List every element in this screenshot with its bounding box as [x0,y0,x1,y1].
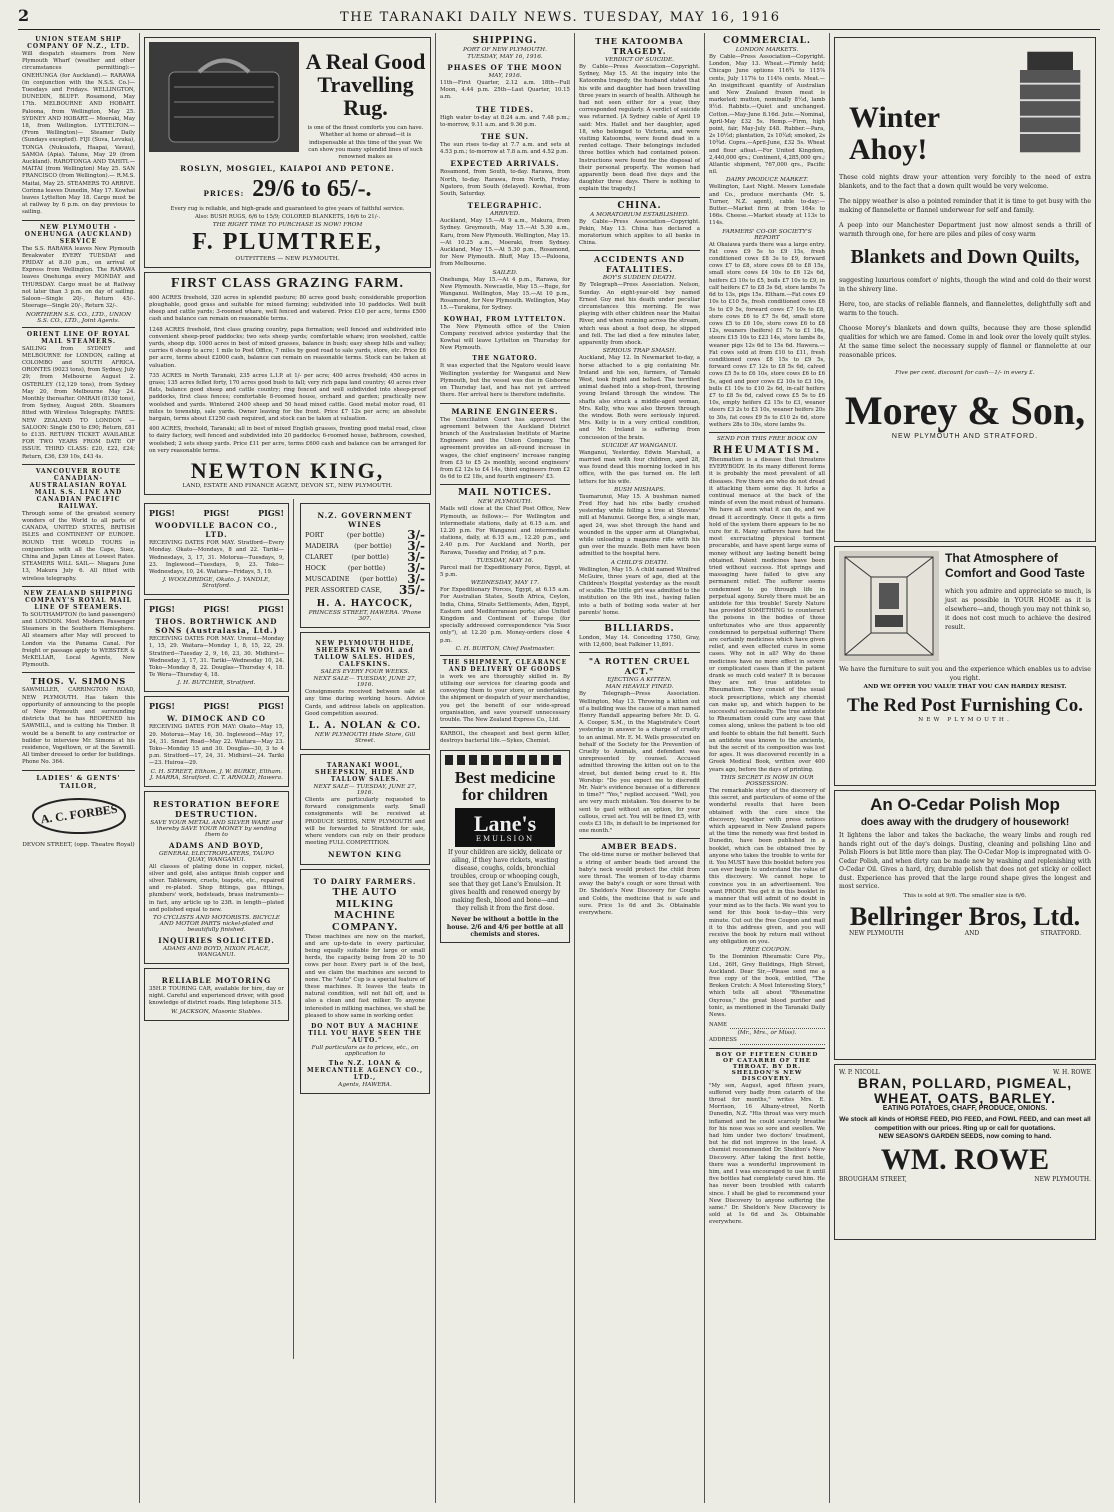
child-text: Wellington, May 15. A child named Winifred McGuire, three years of age, died at the Children's Hospital yesterday as the result of scalds. The little girl was admitted to the institution on the 9th inst., having fallen into a bath of boiling soda water at her parents' home. [579,566,700,616]
rug-text: is one of the finest comforts you can have. Whether at home or abroad—it is indispensable at this time of the year. We can show you many splendid lines of such renowned makes as [307,125,424,161]
suicide-heading: SUICIDE AT WANGANUI. [601,442,678,449]
arrived-heading: ARRIVED. [490,211,520,218]
rowe-line2: WHEAT, OATS, BARLEY. [873,1089,1057,1106]
pigs-ad-dimock [144,696,289,786]
masthead-title: THE TARANAKI DAILY NEWS. TUESDAY, MAY 16, 1916 [340,10,781,25]
redpost-offer: AND WE OFFER YOU VALUE THAT YOU CAN HARDLY RESIST. [863,684,1067,690]
farm-title: FIRST CLASS GRAZING FARM. [171,276,404,292]
union-heading: UNION STEAM SHIP COMPANY OF N.Z., LTD. [27,36,130,50]
rowe-text: We stock all kinds of HORSE FEED, PIG FEED, and FOWL FEED, and can meet all competition with our prices. Ring up or call for quotations. [839,1116,1091,1133]
london-heading: LONDON MARKETS. [735,47,799,53]
kowhai-heading: KOWHAI, FROM LYTTELTON. [443,315,567,323]
marine-heading: MARINE ENGINEERS. [451,406,559,416]
column-cable-news [575,33,705,1503]
farm-firm-sub: LAND, ESTATE AND FINANCE AGENT, DEVON ST., NEW PLYMOUTH. [182,483,393,490]
ocedar-price: This is sold at 9/6. The smaller size is 6/6. [903,892,1027,899]
hide-sale-next: NEXT SALE— TUESDAY, JUNE 27, 1916. [313,676,417,689]
room-interior-icon [841,553,937,659]
coupon-heading: FREE COUPON. [743,947,791,954]
restoration-text: All classes of plating done in copper, nickel, silver and gold, also antique finish copper and silver. Tableware, cruets, teapots, etc., repaired and re-plated. Shop fittings, gas fittings, plumbers' work, bedsteads, brass instruments—in fact, any article up to 23ft. in length—plated and polished equal to new. [149,863,284,913]
rotten-heading: "A ROTTEN CRUEL ACT." [588,656,691,677]
mail-sub: NEW PLYMOUTH. [477,499,533,506]
redpost-ad [834,546,1096,786]
rowe-address: BROUGHAM STREET, NEW PLYMOUTH. [839,1175,1091,1183]
motoring-ad [144,968,289,1021]
tailor-heading: LADIES' & GENTS' TAILOR, [36,773,121,790]
woodville-heading: WOODVILLE BACON CO., LTD. [155,521,278,540]
taranaki-wool-next: NEXT SALE— TUESDAY, JUNE 27, 1916. [313,783,417,796]
hide-sale-heading: NEW PLYMOUTH HIDE, SHEEPSKIN WOOL and TALLOW SALES. HIDES, CALFSKINS. [314,640,416,669]
smash-heading: SERIOUS TRAP SMASH. [602,348,677,355]
taranaki-wool-text: Clients are particularly requested to forward consignments early. Small consignments will be received at PRODUCE SHEDS, NEW PLYMOUTH and will be forwarded to Stratford for sale, where vendors can rely on their produce meeting FULL COMPETITION. [305,796,425,847]
restoration-firm: ADAMS AND BOYD, [169,840,264,850]
billiards-text: London, May 14. Conceding 1750, Gray, with 12,600, beat Falkiner 11,891. [579,635,700,649]
borthwick-text: RECEIVING DATES FOR MAY. Urenui—Monday 1, 15, 29. Waitara—Monday 1, 8, 15, 22, 29. Stratford—Tuesday 2, 9, 16, 23, 30. Midhirst—Wednesday 3, 17, 31. Tariki—Wednesday 10, 24. Toko—Monday 8, 22. Douglas—Thursday 4, 18. Te Wera—Thursday 4, 18. [149,636,284,679]
forbes-stamp [29,796,129,836]
billiards-heading: BILLIARDS. [604,624,675,634]
rug-title: A Real Good Travelling Rug. [305,49,426,121]
morey-p2: The nippy weather is also a pointed reminder that it is time to get busy with the making of flannelette or flannel underwear for self and family. [839,198,1091,214]
woodville-text: RECEIVING DATES FOR MAY. Stratford—Every Monday. Okato—Mondays, 8 and 22. Tariki—Wednesdays, 3, 17, 31. Motorua—Tuesdays, 9, 23. Inglewood—Tuesdays, 9, 23. Toko—Wednesdays, 10, 24. Waitara—Fridays, 5, 19. [149,540,284,575]
hide-sale-text: Consignments received between sale at any time during working hours. Advice Cards, and address labels on application. Good competition assured. [305,689,425,717]
boy-heading: BOY'S SUDDEN DEATH. [602,275,677,282]
wine-row: HOCK (per bottle) 3/- [305,561,425,576]
mail-heading: MAIL NOTICES. [458,488,552,499]
wine-row: PER ASSORTED CASE, 35/- [305,583,425,598]
wine-row: MADEIRA (per bottle) 3/- [305,539,425,554]
column-retail-ads [830,33,1100,1503]
farmers-text: At Okaiawa yards there was a large entry. Fat cows £9 5s to £9 15s, fresh conditioned cows £8 3s to £9, forward cows £7 to £8, store cows £6 to £8 15s, small store cows £4 10s to £6 12s 6d, heifers £3 10s to £5, bulls £7 10s to £9, in calf heifers £7 to £8 3s 6d, store lambs 7s 6d to 13s, pigs 15s. Eltham.—Fat cows £9 10s to £10 5s, fresh conditioned cows £8 5s to £9 5s, forward cows £7 10s to £8, store cows £6 to £7 5s 6d, small store cows £5 to £6 10s, store cows £6 to £8 12s, weaners (heifers) £1 7s to £1 16s, steers £15 10s to £23 14s, store lambs 8s, weaner pigs 12s 6d to 15s 6d. Hawera.—Fat cows sold at from £10 to £11, fresh conditioned cows £8 15s to £9 5s, forward cows £7 12s to £8 5s 6d, calved cows £5 5s to £6 10s, store cows £6 to £6 5s, aged and poor cows £2 10s to £3 10s, bulls £1 10s to £10 2s 6d, in-calf heifers £7 to £8 5s 6d, calved cows £5 5s to £6 10s, empty heifers £2 15s to £3, weaner steers £3 2s to £3 10s, weaner heifers 20s to 30s, fat cows £9 5s to £10 2s 6d, store wethers 28s to 30s, store lambs 9s. [709,241,825,428]
wines-firm: H. A. HAYCOCK, [316,599,414,610]
rotten-sub2: MAN HEAVILY FINED. [605,684,674,691]
pigs-column [144,499,294,1359]
arrived-text: Auckland, May 15.—At 9 a.m., Makura, from Sydney. Greymouth, May 15.—At 5.30 a.m., Karu, from New Plymouth. Wellington, May 15.—At 10.25 a.m., Moeraki, from Sydney. Auckland, May 15.—At 5.30 p.m., Rosamond, for New Plymouth. Bluff, May 15.—Paloona, from Melbourne. [440,218,570,268]
taranaki-wool-heading: TARANAKI WOOL, SHEEPSKIN, HIDE AND TALLOW SALES. [315,761,415,783]
amber-text: The old-time nurse or mother believed that a string of amber beads tied around the baby's neck would protect the child from sore throat. The women of to-day charms away the baby's cough or sore throat with Dr. Sheldon's New Discovery for Coughs and Colds, the medicine that is safe and sure. Price 1s 6d and 3s. Obtainable everywhere. [579,852,700,917]
shipping-date: TUESDAY, MAY 16, 1916. [467,54,543,60]
forbes-address: DEVON STREET, (opp. Theatre Royal) [22,841,135,848]
milking-firm-sub: Agents, HAWERA. [338,1081,392,1088]
rug-prices: 29/6 to 65/-. [252,176,372,203]
blanket-stack-icon [1009,42,1091,162]
nz-shipping-text: To SOUTHAMPTON (to land passengers) and LONDON. Most Modern Passenger Steamers in the Southern Hemisphere. All steamers after May will proceed to London via the Panama Canal. For freight or passage apply to WEBSTER & McKELLAR, Local Agents, New Plymouth. [22,611,135,669]
mail-wednesday: WEDNESDAY, MAY 17. [470,580,540,587]
rowe-line1: BRAN, POLLARD, PIGMEAL, [857,1075,1073,1091]
column-shipping-lines [18,33,140,1503]
pigs-banner-1: PIGS! PIGS! PIGS! [149,508,284,519]
coupon-name-field[interactable]: NAME [709,1022,825,1029]
ocedar-sub: does away with the drudgery of housework! [860,817,1070,828]
lanes-logo [455,808,555,847]
milking-text: These machines are now on the market, and are up-to-date in every particular, being equally suitable for large or small herds, the capacity being from 20 to 50 cows per hour. Every part is of the best, and we claim the machines are second to none. The "Auto" Cup is a special feature of these machines. It leaves the teats in natural condition, will not fall off, and is also a clean and fast milker. To anyone interested in milking machines, we shall be pleased to show same in working order. [305,933,425,1019]
china-text: By Cable—Press Association—Copyright. Pekin, May 13. China has declared a moratorium which applies to all banks in China. [579,218,700,247]
mail-text: Mails will close at the Chief Post Office, New Plymouth, as follows:— For Wellington and intermediate stations, daily at 6.15 a.m. and 12.20 p.m. For Wanganui and intermediate stations, daily, at 6.15 a.m., 12.20 p.m., and 2.40 p.m. For Auckland and North, per Rarawa, Tuesday and Friday, at 7 p.m. [440,506,570,556]
morey-big: Blankets and Down Quilts, [850,246,1080,268]
shipping-heading: SHIPPING. [472,36,538,46]
lanes-text: If your children are sickly, delicate or ailing, if they have rickets, wasting disease, coughs, colds, bronchial troubles, croup or whooping cough, see that they get Lane's Emulsion. It gives health and renewed energy by making flesh, blood and bone—and they relish it from the first dose. [448,849,562,913]
motoring-title: RELIABLE MOTORING [161,976,272,985]
milking-firm: The N.Z. LOAN & MERCANTILE AGENCY CO., LTD., [306,1059,424,1081]
taranaki-wool-ad [300,754,430,865]
wines-heading: N.Z. GOVERNMENT WINES [317,511,413,530]
rowe-line3: EATING POTATOES, CHAFF, PRODUCE, ONIONS. [882,1105,1048,1113]
morey-title: Winter Ahoy! [849,101,940,166]
hide-sale-firm-sub: NEW PLYMOUTH Hide Store, Gill Street. [314,731,416,744]
coupon-name-hint: (Mr., Mrs., or Miss). [737,1030,797,1037]
rug-right-time: THE RIGHT TIME TO PURCHASE IS NOW! FROM [212,221,363,228]
borthwick-heading: THOS. BORTHWICK AND SONS (Australasia, Ltd.) [155,617,278,636]
page-number: 2 [18,6,31,25]
rotten-text: By Telegraph—Press Association. Wellington, May 13. Throwing a kitten out of a building was the cause of a man named Henry Randall appearing before Mr. D. G. A. Cooper, S.M., in the Magistrate's Court yesterday in answer to a charge of cruelty to an animal. Mr. E. M. Wells prosecuted on behalf of the Society for the Prevention of Cruelty to Animals, and defendant was unrepresented by counsel. Accused admitted throwing the kitten out on to the street, but denied being cruel to it. His Worship: "Do you expect me to discredit Mr. Nair's evidence because of a difference in time?" "Yes," replied accused. "Well, you are very much mistaken. You deserve to be sent to gaol without an option, for your callous, cruel act. You will be fined £5, with costs £3 18s, in default to be imprisoned for one month." [579,691,700,835]
lanes-footer: Never be without a bottle in the house. 2/6 and 4/6 per bottle at all chemists and stores. [446,916,564,938]
shipment-text: is work we are thoroughly skilled in. By utilising our services for clearing goods and conveying them to your store, or undertaking the shipment or despatch of your merchandise, you get the benefit of our wide-spread organisation, and save yourself unnecessary trouble. The New Zealand Express Co., Ltd. [440,673,570,723]
rug-illustration [149,42,299,152]
ocedar-firm-sub: NEW PLYMOUTH AND STRATFORD. [849,929,1081,937]
wines-ad [300,503,430,628]
dairy-heading: DAIRY PRODUCE MARKET. [726,177,808,184]
sun-heading: THE SUN. [480,132,530,142]
rheumatism-text2: The remarkable story of the discovery of this secret, and particulars of some of the wonderful results that have been obtained with the cure since the discovery, together with press notices which appeared in New Zealand papers at the time the remedy was first tested in Dunedin, have been published in a booklet, which can be obtained free by anyone who takes the trouble to write for it. You MUST have this booklet before you can ever begin to understand the value of this discovery. We cannot hope to convince you in an advertisement. You want PROOF. You get it in this booklet in a manner that will admit of no doubt in your mind as to the facts. We want you to send for this book to-day—this very minute. Cut out the free Coupon and mail it to this address given, and you will receive the book by return mail without any obligation on you. [709,787,825,946]
rotten-sub: EJECTING A KITTEN. [607,677,672,684]
simons-heading: THOS. V. SIMONS [30,676,127,687]
lanes-ad [440,750,570,943]
sailed-text: Onehunga, May 15.—At 4 p.m., Rarawa, for New Plymouth. Newcastle, May 15.—Ruge, for Wanganui. Wellington, May 15.—At 10 p.m., Rosamond, for New Plymouth. Wellington, May 15.—Turakina, for Sydney. [440,276,570,312]
coupon-text: To the Dominion Rheumatic Cure Pty., Ltd., 26H, Grey Buildings, High Street, Auckland. Dear Sir,—Please send me a free copy of the book, entitled, "The Broken Crutch: A Most Interesting Story," which tells all about "Rheumatine Oxyrous," the great blood purifier and tonic, as mentioned in the Taranaki Daily News. [709,954,825,1018]
tides-text: High water to-day at 8.24 a.m. and 7.48 p.m.; to-morrow, 9.11 a.m. and 9.36 p.m. [440,114,570,128]
rug-bag-icon [154,47,294,147]
borthwick-sign: J. H. BUTCHER, Stratford. [177,680,256,687]
nz-shipping-heading: NEW ZEALAND SHIPPING COMPANY'S ROYAL MAIL LINE OF STEAMERS. [23,589,134,611]
redpost-firm: The Red Post Furnishing Co. [847,695,1083,716]
bush-text: Taumarunui, May 15. A bushman named Fred Hoy had his ribs badly crushed yesterday while felling a tree at Stevens' mill at Manunui. George Box, a single man, aged 24, was shot through the hand and wounded in the upper arm at Otangiwhai, while unloading a magazine rifle with his gun over the muzzle. Both men have been admitted to the hospital here. [579,493,700,558]
redpost-text: which you admire and appreciate so much, is just as possible in YOUR HOME as it is elsewhere—and, though you may not think so, it does not cost much to achieve the desired result. [945,588,1091,631]
rowe-ad [834,1064,1096,1240]
accidents-heading: ACCIDENTS AND FATALITIES. [593,254,685,275]
marine-text: The Conciliation Court has approved the agreement between the Auckland District branch of the Australasian Institute of Marine Engineers and the Union Company. The agreement provides an all-round increase in wages, the chief engineers' increase ranging from £3 to £5 2s monthly, second engineers' from £2 12s to £4 14s, third engineers from £2 0s 6d to £2 18s, and fourth engineers' £3. [440,416,570,481]
onehunga-heading: NEW PLYMOUTH - ONEHUNGA (AUCKLAND) SERVICE [24,223,133,245]
orient-heading: ORIENT LINE OF ROYAL MAIL STEAMERS. [26,330,131,345]
farm-ad [144,272,431,495]
wine-row: MUSCADINE (per bottle) 3/- [305,572,425,587]
rheumatism-text: Rheumatism is a disease that threatens EVERYBODY. In its many different forms it is probably the most prevalent of all diseases. Few there are who do not dread it attacking them some day. It lurks a continual menace at the back of the minds of even the most robust of humans. We have all seen what it can do, and we dread it accordingly. Once it gets a firm hold of the system there appears to be no cure for it. Many sufferers have had the most excruciating physical torment procurable, and have spent large sums of money without any lasting benefit being obtained. Patent medicines have been tried without success. Hot springs and massaging have failed to give any permanent relief. The sufferer seems condemned to go through life in perpetual agony. Surely there must be an antidote for this trouble! Surely Nature has provided SOMETHING to counteract the poisons in the bodies of those unfortunates who are thus apparently condemned to perpetual suffering! There are certainly medicines which have given relief, and even effected cures in some cases. Why not in all? Why do these medicines have no more effect in severe or complicated cases than if the patient drank so much cold water? It is because they are not true antidotes to Rheumatism. They consist of the usual stock prescriptions, which any chemist can make up, and which happen to be successful occasionally. The true antidote to Rheumatism could cure any case that comes along, unless the patient is too old and feeble to obtain the full benefit. Such an antidote was known to the ancients, but the secret of its composition was lost for ages. It was discovered recently in a Greek Medical Book, written over 400 years ago, before the days of printing. [709,456,825,773]
morey-firm: Morey & Son, [844,388,1086,433]
shipping-port: PORT OF NEW PLYMOUTH. [463,47,547,53]
morey-firm-sub: NEW PLYMOUTH AND STRATFORD. [891,433,1039,440]
wines-firm-sub: PRINCESS STREET, HAWERA. 'Phone 307. [308,610,422,623]
karbol-text: KARBOL, the cheapest and best germ killer, destroys bacterial life.—Sykes, Chemist. [440,731,570,745]
motoring-text: 35H.P. TOURING CAR, available for hire, day or night. Careful and experienced driver, with good knowledge of district roads. Ring telephone 315. [149,986,284,1007]
furniture-illustration [839,551,939,661]
pigs-banner-2: PIGS! PIGS! PIGS! [149,604,284,615]
lanes-brand-sub: EMULSION [475,835,535,844]
dimock-heading: W. DIMOCK AND CO [166,714,267,724]
katoomba-heading: THE KATOOMBA TRAGEDY. [595,36,684,56]
hide-sale-every: SALES EVERY FOUR WEEKS. [320,669,410,676]
joint-agents: NORTHERN S.S. CO., LTD., UNION S.S. CO., LTD., Joint Agents. [25,311,132,324]
sailed-heading: SAILED. [492,269,518,276]
masthead [18,6,1100,30]
mail-wednesday-text: For Expeditionary Forces, Egypt, at 6.15 a.m. For Australian States, South Africa, Ceylon, India, China, Straits Settlements, Aden, Egypt, Eastern and Mediterranean ports; also United Kingdom and Continent of Europe (for specially addressed correspondence "via Suez only"), at 12.20 p.m. Money-orders close 4 p.m. [440,587,570,644]
rheumatism-possession: THIS SECRET IS NOW IN OUR POSSESSION. [720,774,814,787]
rheumatism-send: SEND FOR THIS FREE BOOK ON [716,435,818,442]
lanes-brand: Lane's [473,811,537,837]
rug-ad [144,37,431,268]
hide-sale-ad [300,632,430,750]
kowhai-text: The New Plymouth office of the Union Company received advice yesterday that the Kowhai will leave Lyttelton on Thursday for New Plymouth. [440,323,570,352]
catarrh-heading: BOY OF FIFTEEN CURED OF CATARRH OF THE THROAT. BY DR. SHELDON'S NEW DISCOVERY. [715,1051,819,1082]
rowe-firm: WM. ROWE [880,1143,1050,1177]
restoration-motorists: TO CYCLISTS AND MOTORISTS. BICYCLE AND MOTOR PARTS nickel-plated and beautifully finished. [152,915,281,933]
redpost-title: That Atmosphere of Comfort and Good Taste [945,551,1085,580]
morey-ad [834,37,1096,542]
redpost-text2: We have the furniture to suit you and the experience which enables us to advise you right. [839,666,1091,682]
expected-heading: EXPECTED ARRIVALS. [450,159,560,169]
moon-heading: PHASES OF THE MOON [447,63,563,72]
pigs-ad-borthwick [144,599,289,692]
expected-text: Rosamond, from South, to-day. Rarawa, from North, to-day. Rarawa, from North, Friday. Ngatoro, from South (delayed). Kowhai, from South, Saturday. [440,169,570,198]
restoration-ad [144,791,289,964]
ocedar-text: It lightens the labor and takes the backache, the weary limbs and rough red hands right out of the day's doings. Dusting, cleaning and polishing Lino and Polish Floors is but little more than play. The O-Cedar Mop is impregnated with O-Cedar Polish, and when dirty can be made new by washing and replenishing with O-Cedar Oil. Gives a hard, dry, durable polish that does not get sticky or collect dust. Experience has proved that the large round shape gives the longest and most service. [839,832,1091,890]
column-advertisements [140,33,436,1503]
morey-p6: Choose Morey's blankets and down quilts, because they are those splendid qualities for which we are famed. Come in and look over the lovely quilt styles. At the same time select the necessary supply of flannel or flannelette at our reasonable prices. [839,325,1091,359]
china-sub: A MORATORIUM ESTABLISHED. [590,211,689,218]
boy-text: By Telegraph—Press Association. Nelson, Sunday. An eight-year-old boy named Ernest Guy met his death under peculiar circumstances this morning. He was playing with other children near the Maitai River, and when running across the stream, which was about a foot deep, he slipped and fell. The lad died a few minutes later, apparently from shock. [579,282,700,347]
farm-firm: NEWTON KING, [190,458,385,484]
produce-column [300,499,430,1359]
column-shipping-news [436,33,575,1503]
restoration-title: RESTORATION BEFORE DESTRUCTION. [153,798,280,819]
morey-p1: These cold nights draw your attention very forcibly to the need of extra blankets, and to the fact that a down quilt would be very welcome. [839,174,1091,190]
catarrh-text: "My son, August, aged fifteen years, suffered very badly from catarrh of the throat for months," writes Mrs. E. Morrison, 16 Albany-street, North Dunedin, N.Z. "His throat was very much inflamed and he could scarcely breathe for his nose was so sore and swollen. We had him under two doctors' treatment, but he did not improve in the least. A chemist recommended Dr. Sheldon's New Discovery. After taking the first bottle, there was a wonderful improvement in him, and I was encouraged to use it until five bottles had completely cured him. He has never been troubled with catarrh since. I shall be glad to recommend your New Discovery to anyone suffering the same." Dr. Sheldon's New Discovery is sold at 1s 6d and 3s. Obtainable everywhere. [709,1082,825,1226]
farm-p1: 400 ACRES freehold, 320 acres in splendid pasture; 80 acres good bush; considerable proportion ploughable, good grass and suitable for mixed farming; subdivided into 10 paddocks. Well built sheep and cattle yards; 3-roomed whare, well fenced and watered. Price £10 per acre, terms £500 cash and balance can remain on reasonable terms. [149,294,426,323]
rug-firm: F. PLUMTREE, [192,228,383,255]
morey-p3: A peep into our Manchester Department just now almost sends a thrill of warmth through one, for here are piles and piles of cosy warm [839,222,1091,238]
milking-cta: DO NOT BUY A MACHINE TILL YOU HAVE SEEN THE "AUTO." [308,1022,422,1044]
shipment-heading: THE SHIPMENT, CLEARANCE AND DELIVERY OF GOODS [442,658,568,673]
mail-tuesday: TUESDAY, MAY 16. [476,557,534,564]
canadian-heading: VANCOUVER ROUTE CANADIAN-AUSTRALASIAN ROYAL MAIL S.S. LINE AND CANADIAN PACIFIC RAILWAY. [29,467,128,510]
column-commercial [705,33,830,1503]
sun-text: The sun rises to-day at 7.7 a.m. and sets at 4.53 p.m.; to-morrow at 7.8 a.m. and 4.52 p.m. [440,142,570,156]
suicide-text: Wanganui, Yesterday. Edwin Marshall, a married man with four children, aged 28, was found dead this morning locked in his office, with the gas turned on. He left letters for his wife. [579,449,700,485]
onehunga-text: The S.S. RARAWA leaves New Plymouth Breakwater EVERY TUESDAY and FRIDAY at 8.30 p.m., on arrival of Express from Wellington. The RARAWA leaves Onehunga every MONDAY and THURSDAY. Cargo must be at Railway not later than 3 p.m. on day of sailing. Saloon—Single 20/-, Return 45/-. Steerage—Single 20/-, Return 32/-. [22,245,135,310]
morey-p5: Here, too, are stacks of reliable flannels, and flannelettes, delightfully soft and warm to the touch. [839,301,1091,317]
forbes-name: A. C. FORBES [39,801,118,826]
lanes-title: Best medicine for children [454,767,556,805]
china-heading: CHINA. [617,200,662,211]
farm-p4: 400 ACRES, freehold, Taranaki; all in best of mixed English grasses, fronting good metal road, close to dairy factory, well fenced and subdivided into 20 paddocks; 6-roomed house, bathroom, cowshed, woolshed; 2 sets sheep yards. Price £11 per acre, terms £600 cash and balance can be arranged for on very reasonable terms. [149,426,426,454]
ngatoro-heading: THE NGATORO. [472,355,538,363]
mail-sign: C. H. BURTON, Chief Postmaster. [455,645,555,652]
moon-text: 11th—First Quarter, 2.12 a.m. 18th—Full Moon, 4.44 p.m. 25th—Last Quarter, 10.15 a.m. [440,80,570,101]
rowe-seeds: NEW SEASON'S GARDEN SEEDS, now coming to hand. [878,1133,1052,1141]
dairy-text: Wellington, Last Night. Messrs Lonsdale and Co., produce merchants (Mr. S. Turner, N.Z. agent), cable to-day:— Butter.—Market firm at from 164s to 166s. Cheese.—Market steady at 113s to 114s. [709,184,825,227]
union-text: Will despatch steamers from New Plymouth Wharf (weather and other circumstances permitting):— ONEHUNGA (for Auckland).— RARAWA (in conjunction with the N.S.S. Co.)—Tuesdays and Fridays. WELLINGTON, DUNEDIN, BLUFF. Rosamond, May 17th. MELBOURNE AND HOBART. Paloona, from Wellington, May 25. SYDNEY AND HOBART.— Moeraki, May 18, from Wellington. LYTTELTON.— (From Wellington)— Steamer Daily (Sundays excepted). FIJI (Suva, Levuka), TONGA (Nukualofa, Haapai, Vavau), SAMOA (Apia). Talune, May 29 (from Auckland). RAROTONGA AND TAHITI.— MAITAI (from Wellington) May 25. SAN FRANCISCO (from Wellington).— R.M.S. Maitai, May 25. STEAMERS TO ARRIVE. Corinna leaves Dunedin, May 17. Kowhai leaves Lyttelton May 18. Cargo must be at railway by 6 p.m. on day previous to sailing. [22,51,135,216]
canadian-text: Through some of the greatest scenery wonders of the World to all parts of CANADA, UNITED STATES, BRITISH ISLES and CONTINENT OF EUROPE. ROUND THE WORLD TOURS in conjunction with all the Cape, Suez, China and Japan Lines at Lowest Rates. STEAMERS WILL SAIL— Niagara June 13, Makura July 6. All fitted with wireless telegraphy. [22,510,135,582]
dimock-sign: C. H. STREET, Eltham. J. W. BURKE, Eltham. J. MARRA, Stratford. C. T. ARNOLD, Hawera. [150,768,283,781]
rug-makes: ROSLYN, MOSGIEL, KAIAPOI AND PETONE. [180,164,395,174]
morey-discount: Five per cent. discount for cash—1/- in every £. [895,370,1035,376]
katoomba-text: By Cable—Press Association—Copyright. Sydney, May 15. At the inquiry into the Katoomba tragedy, the husband stated that his wife and daughter had been travelling three years in search of health. Although he had not seen either for a year, they corresponded regularly. A verdict of suicide was returned. [A Sydney cable of April 19 said: Mrs. Hallet and her daughter, aged 18, who belonged to Victoria, and were visiting Katoomba, were found dead in a rented cottage. Their belongings included three bottles which had contained poison. Instructions were found for the disposal of their personal property. The women had apparently been dead five days and the daughter three days. There is nothing to explain the tragedy.] [579,64,700,193]
tides-heading: THE TIDES. [476,104,534,114]
orient-text: SAILING from SYDNEY and MELBOURNE for LONDON, calling at COLOMBO and SOUTH AFRICA. ORONTES (9023 tons), from Sydney, July 29; from Melbourne August 2. OSTERLEY (12,129 tons), from Sydney May 20, from Melbourne May 24. Monthly thereafter. OMRAH (8130 tons), from Sydney, August 26th. Steamers fitted with Wireless Telegraphy. FARES: NEW ZEALAND TO LONDON —SALOON: Single £50 to £90; Return, £81 to £135. RETURN TICKET AVAILABLE FOR TWO YEARS FROM DATE OF ISSUE. THIRD CLASS: £20, £22, £24; Return, £36, £39 10s, £43 4s. [22,345,135,460]
commercial-heading: COMMERCIAL. [722,36,812,46]
coupon-address-field[interactable]: ADDRESS [709,1037,825,1044]
milking-title: THE AUTO MILKING MACHINE COMPANY. [331,886,399,933]
pigs-banner-3: PIGS! PIGS! PIGS! [149,701,284,712]
london-text: By Cable—Press Association—Copyright. London, May 13. Wheat.—Firmly held; Chicago June options 116¾ to 115⅞ cents, July 117⅝ to 114⅝ cents. Meat.—An insignificant quantity of Australian and New Zealand frozen meat is marketed; mutton, nominally 8½d, lamb 9½d. Rabbits.—Quiet and unchanged. Cotton.—May-June 8.16d. Jute.—Nominal, April-May £32 5s. Hemp.—Firm, high point, fair, May-July £48. Rubber.—Para, 2s 10½d; plantation, 2s 10¼d; smoked, 2s 10¾d. Copra.—April-June, £32 5s. Wheat and flour afloat.—For United Kingdom, 2,440,000 qrs.; Continent, 4,285,000 qrs.; Atlantic shipment, 767,000 qrs., Pacific nil. [709,54,825,176]
dimock-text: RECEIVING DATES FOR MAY: Okato—May 15, 29. Motorua—May 16, 30. Inglewood—May 17, 24, 31. Smart Road—May 22. Waitara—May 23. Toko—Monday 15 and 30. Douglas—30, 3 to 4 p.m. Stratford—17, 24, 31. Midhirst—24. Tariki—23. Huiroa—29. [149,724,284,767]
farm-p3: 735 ACRES in North Taranaki, 235 acres L.I.P. at 1/- per acre; 400 acres freehold; 450 acres in grass; 135 acres felled forty, 170 acres good bush to fall; very rich papa land country; 40 acres river flats, balance good sheep and cattle country; ring fenced and well subdivided into sheep-proof paddocks, first class fences; comfortable 8-roomed house, orchard and garden; practically new woolshed and yards. Wintered 2400 sheep and 50 head mixed cattle. Good metal motor road, 61 miles to township, sale yards. Owner leaving for the front. Price £7 12s per acre; an absolute bargain, terms about £1250 cash required, and stock can be taken at valuation. [149,372,426,423]
simons-text: SAWMILLER, CARRINGTON ROAD, NEW PLYMOUTH. Has taken this opportunity of announcing to the people of New Plymouth and surrounding districts that he has REOPENED his SAWMILL, and is cutting his Timber. It would be a benefit to any contractor or builder to interview Mr. Simons at his residence, Vogeltown, or at the Sawmill. All timber dressed to order for buildings. Phone No. 364. [22,687,135,766]
restoration-inquiries: INQUIRIES SOLICITED. [158,936,275,945]
child-heading: A CHILD'S DEATH. [610,559,669,566]
smash-text: Auckland, May 12. In Newmarket to-day, a horse attached to a gig containing Mr. Ireland and his son, farmers, of Tamaki West, took fright and bolted. The terrified animal dashed into a shop-front, throwing young Ireland through the window. The shafts also struck a middle-aged woman, Mrs. Kelly, who was also thrown through the window. Both were seriously injured. Mrs. Kelly is in a very critical condition, and Mr. Ireland is suffering from concussion of the brain. [579,355,700,441]
milking-ad [300,869,430,1094]
restoration-firm-sub: GENERAL ELECTROPLATERS, TAUPO QUAY, WANGANUI. [159,850,274,863]
amber-heading: AMBER BEADS. [601,842,678,852]
restoration-firm2: ADAMS AND BOYD, NIXON PLACE, WANGANUI. [162,946,271,958]
rug-firm-sub: OUTFITTERS — NEW PLYMOUTH. [235,256,340,263]
rug-prices-label: PRICES: [203,189,245,199]
katoomba-sub: VERDICT OF SUICIDE. [604,57,675,63]
woodville-sign: J. WOOLDRIDGE, Okato. J. YANDLE, Stratford. [162,577,271,590]
morey-p4: suggesting luxurious comfort o' nights, though the wind and cold do their worst in the shivery line. [839,277,1091,293]
rheumatism-title: RHEUMATISM. [712,444,822,456]
rowe-names: W. P. NICOLL W. H. ROWE [839,1069,1091,1076]
ocedar-firm: Bellringer Bros, Ltd. [849,901,1081,931]
rug-detail: Every rug is reliable, and high-grade and guaranteed to give years of faithful service. [170,206,405,213]
hide-sale-firm: L. A. NOLAN & CO. [308,720,422,731]
redpost-firm-sub: NEW PLYMOUTH. [918,716,1012,723]
rug-also: Also: BUSH RUGS, 6/6 to 15/9; COLORED BLANKETS, 16/6 to 21/-. [194,213,381,220]
farm-p2: 1248 ACRES freehold, first class grazing country, papa formation; well fenced and subdivided into convenient sheep-proof paddocks; two sets sheep yards; comfortable whare; iron woolshed, cattle yards, sheep dip. 1000 acres in best of mixed grasses, balance in bush; easy sheep hills and valley; carries 6 sheep to acre; 1 mile to Post Office, 7 miles by good road to sale yards, store, etc. Price £6 per acre, terms about £2000 cash, balance can remain on reasonable terms. Stock can be taken at valuation. [149,326,426,369]
bush-heading: BUSH MISHAPS. [614,486,665,493]
mail-tuesday-text: Parcel mail for Expeditionary Force, Egypt, at 5 p.m. [440,564,570,578]
wine-row: PORT (per bottle) 3/- [305,528,425,543]
milking-full: Full particulars as to prices, etc., on application to [311,1044,419,1057]
wine-row: CLARET (per bottle) 3/- [305,550,425,565]
farmers-heading: FARMERS' CO-OP. SOCIETY'S REPORT [722,228,812,241]
motoring-sign: W. JACKSON, Masonic Stables. [170,1008,263,1015]
ngatoro-text: It was expected that the Ngatoro would leave Wellington yesterday for Wanganui and New Plymouth, but the vessel was due in Gisborne on Thursday last, and has not yet arrived there. Her arrival here is therefore indefinite. [440,363,570,399]
ocedar-title: An O-Cedar Polish Mop [870,795,1060,814]
ocedar-ad [834,790,1096,1060]
lanes-border [445,755,565,765]
milking-pre: TO DAIRY FARMERS. [313,877,417,887]
telegraphic-heading: TELEGRAPHIC. [467,201,543,211]
taranaki-wool-firm: NEWTON KING [327,850,403,860]
pigs-ad-woodville [144,503,289,595]
moon-month: MAY, 1916. [488,73,522,79]
restoration-sub: SAVE YOUR METAL AND SILVER WARE and thereby SAVE YOUR MONEY by sending them to [150,819,283,838]
